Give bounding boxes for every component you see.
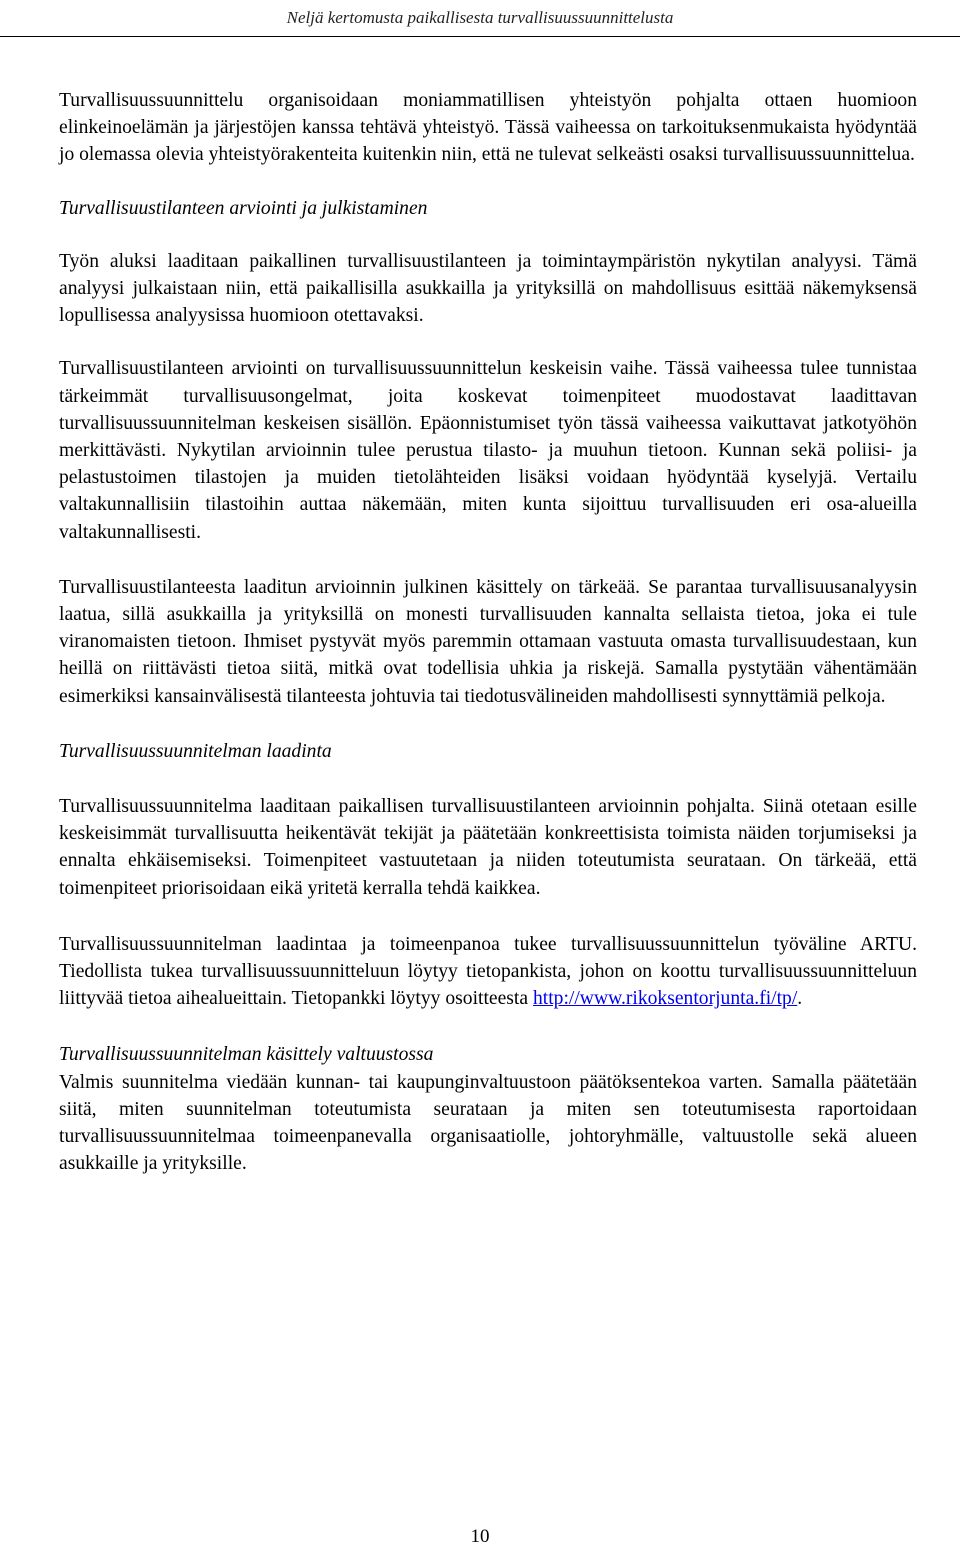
section-heading-assessment: Turvallisuustilanteen arviointi ja julkistaminen bbox=[59, 197, 428, 219]
paragraph-organisation: Turvallisuussuunnittelu organisoidaan moniammatillisen yhteistyön pohjalta ottaen huomioon elinkeinoelämän ja järjestöjen kanssa tehtävä yhteistyö. Tässä vaiheessa on tarkoituksenmukaista hyödyntää jo olemassa olevia yhteistyörakenteita kuitenkin niin, että ne tulevat selkeästi osaksi turvallisuussuunnittelua. bbox=[59, 90, 917, 166]
page-content bbox=[59, 87, 917, 1178]
paragraph-assessment-phase: Turvallisuustilanteen arviointi on turvallisuussuunnittelun keskeisin vaihe. Tässä vaiheessa tulee tunnistaa tärkeimmät turvallisuusongelmat, joita koskevat toimenpiteet muodostavat laadittavan turvallisuussuunnitelman keskeisen sisällön. Epäonnistumiset työn tässä vaiheessa vaikuttavat jatkotyöhön merkittävästi. Nykytilan arvioinnin tulee perustua tilasto- ja muuhun tietoon. Kunnan sekä poliisi- ja pelastustoimen tilastojen ja muiden tietolähteiden lisäksi voidaan hyödyntää kyselyjä. Vertailu valtakunnallisiin tilastoihin auttaa näkemään, miten kunta sijoittuu turvallisuuden eri osa-alueilla valtakunnallisesti. bbox=[59, 358, 917, 543]
page-number: 10 bbox=[470, 1526, 490, 1547]
paragraph-plan-drafting: Turvallisuussuunnitelma laaditaan paikallisen turvallisuustilanteen arvioinnin pohjalta. Siinä otetaan esille keskeisimmät turvallisuutta heikentävät tekijät ja päätetään konkreettisista toimista näiden torjumiseksi ja ennalta ehkäisemiseksi. Toimenpiteet vastuutetaan ja niiden toteutumista seurataan. On tärkeää, että toimenpiteet priorisoidaan eikä yritetä kerralla tehdä kaikkea. bbox=[59, 796, 917, 899]
paragraph-council: Valmis suunnitelma viedään kunnan- tai kaupunginvaltuustoon päätöksentekoa varten. Samalla päätetään siitä, miten suunnitelman toteutumista seurataan ja miten sen toteutumisesta raportoidaan turvallisuussuunnitelmaa toimeenpanevalla organisaatiolle, johtoryhmälle, valtuustolle sekä alueen asukkaille ja yrityksille. bbox=[59, 1071, 917, 1175]
artu-text: Turvallisuussuunnitelman laadintaa ja toimeenpanoa tukee turvallisuussuunnittelun työväline ARTU. Tiedollista tukea turvallisuussuunnitteluun löytyy tietopankista, johon on koottu turvallisuussuunnitteluun liittyvää tietoa aihealueittain. Tietopankki löytyy osoitteesta bbox=[59, 933, 917, 1010]
section-heading-plan-drafting: Turvallisuussuunnitelman laadinta bbox=[59, 740, 332, 762]
tietopankki-link[interactable]: http://www.rikoksentorjunta.fi/tp/ bbox=[532, 988, 798, 1010]
paragraph-public-handling: Turvallisuustilanteesta laaditun arvioinnin julkinen käsittely on tärkeää. Se parantaa turvallisuusanalyysin laatua, sillä asukkailla ja yrityksillä on monesti turvallisuuden kannalta sellaista tietoa, joka ei tule viranomaisten tietoon. Ihmiset pystyvät myös paremmin ottamaan vastuuta omasta turvallisuudestaan, kun heillä on riittävästi tietoa siitä, mitkä ovat todellisia uhkia ja riskejä. Samalla pystytään vähentämään esimerkiksi kansainvälisestä tilanteesta johtuvia tai tiedotusvälineiden mahdollisesti synnyttämiä pelkoja. bbox=[59, 576, 917, 707]
artu-text-end: . bbox=[797, 988, 803, 1010]
header-rule bbox=[0, 36, 960, 37]
paragraph-analysis: Työn aluksi laaditaan paikallinen turvallisuustilanteen ja toimintaympäristön nykytilan analyysi. Tämä analyysi julkaistaan niin, että paikallisilla asukkailla ja yrityksillä on mahdollisuus esittää näkemyksensä lopullisessa analyysissa huomioon otettavaksi. bbox=[59, 250, 917, 327]
paragraph-artu-tool bbox=[59, 931, 917, 1013]
running-header: Neljä kertomusta paikallisesta turvallisuussuunnittelusta bbox=[286, 8, 674, 27]
section-heading-council: Turvallisuussuunnitelman käsittely valtuustossa bbox=[59, 1044, 434, 1066]
